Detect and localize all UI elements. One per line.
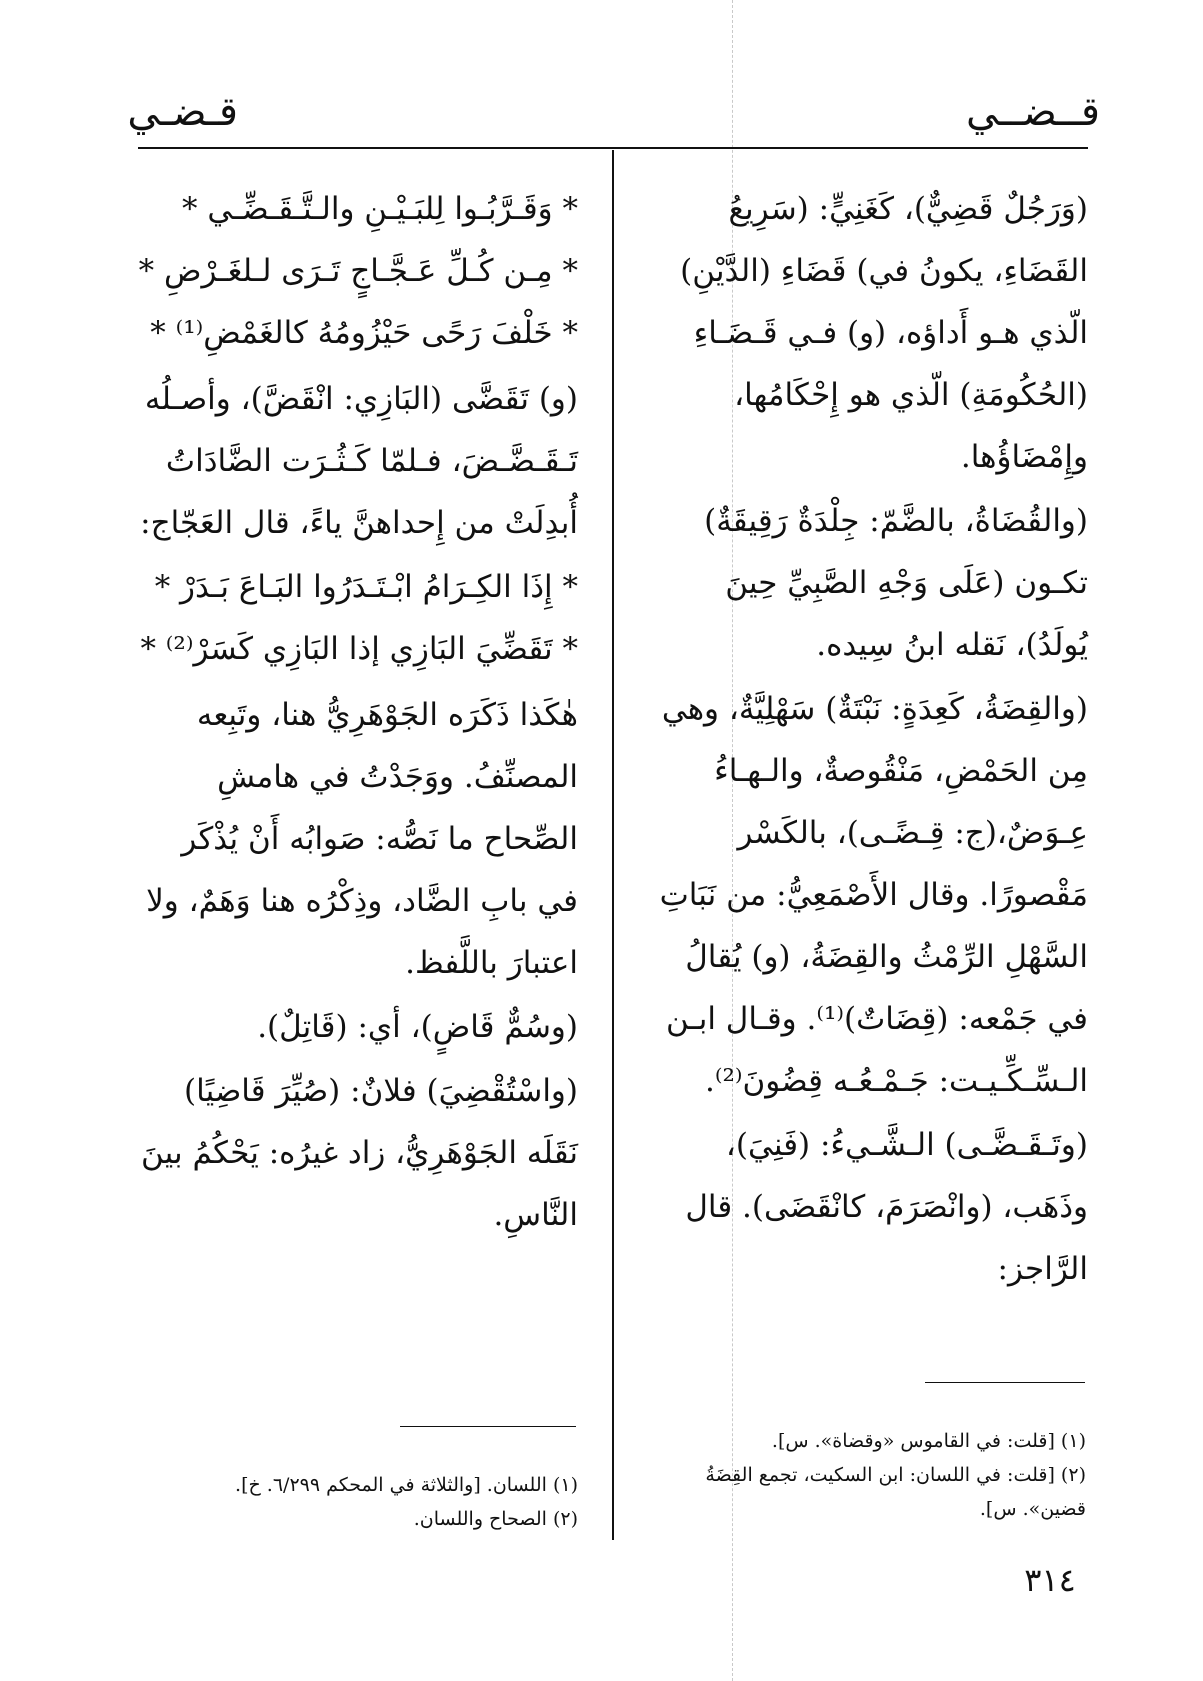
footnotes-right [652,1424,1086,1526]
footnote-rule-left [400,1426,576,1427]
footnote: (٢) الصحاح واللسان. [413,1508,578,1530]
entry-paragraph: (وتَـقَـضَّـى) الـشَّـيءُ: (فَنِيَ)، وذَهَب، (وانْصَرَمَ، كانْقَضَى). قال الرَّاجز: [685,1127,1088,1287]
entry-paragraph: (وَرَجُلٌ قَضِيٌّ)، كَغَنِيٍّ: (سَرِيعُ القَضَاءِ، يكونُ في) قَضَاءِ (الدَّيْنِ) الّذي هـو أَداؤه، (و) فـي قَـضَـاءِ (الحُكُومَةِ) الّذي هو إِحْكَامُها، وإِمْضَاؤُها. [680,191,1088,475]
footnote-rule-right [925,1382,1085,1383]
running-header-right: قــضــي [965,89,1100,135]
page-number: ٣١٤ [1024,1561,1076,1599]
poem-verse: * تَقَضِّيَ البَازِي إذا البَازِي كَسَرْ⁽²⁾ * [140,631,578,667]
entry-paragraph: (واسْتُقْضِيَ) فلانٌ: (صُيِّرَ قَاضِيًا) نَقَلَه الجَوْهَرِيُّ، زاد غيرُه: يَحْكُمُ بينَ النَّاسِ. [141,1073,578,1233]
entry-paragraph: (والقُضَاةُ، بالضَّمّ: جِلْدَةٌ رَقِيقَةٌ) تكـون (عَلَى وَجْهِ الصَّبِيِّ حِينَ يُولَدُ)، نَقله ابنُ سِيده. [704,503,1088,663]
entry-paragraph: (والقِضَةُ، كَعِدَةٍ: نَبْتَةٌ) سَهْلِيَّةٌ، وهي مِن الحَمْضِ، مَنْقُوصةٌ، والـهـاءُ عِـوَضٌ،(ج: قِـضًـى)، بالكَسْر مَقْصورًا. وقال الأَصْمَعِيُّ: من نَبَاتِ السَّهْلِ الرِّمْثُ والقِضَةُ، (و) يُقالُ في جَمْعه: (قِضَاتٌ)⁽¹⁾. وقـال ابـن الـسِّـكِّـيـت: جَـمْـعُـه قِضُونَ⁽²⁾. [659,691,1088,1099]
column-separator [612,150,614,1540]
footnote: (١) اللسان. [والثلاثة في المحكم ٦/٢٩٩. خ]. [235,1474,578,1496]
footnote: (١) [قلت: في القاموس «وقضاة». س]. [771,1430,1086,1452]
entry-paragraph: (و) تَقَضَّى (البَازِي: انْقَضَّ)، وأصـلُه تَـقَـضَّـضَ، فـلمّا كَـثُـرَت الضَّادَاتُ أُبدِلَتْ من إِحداهنَّ ياءً، قال العَجّاج: [140,381,578,541]
entry-paragraph: هٰكَذا ذَكَرَه الجَوْهَرِيُّ هنا، وتَبِعه المصنِّفُ. ووَجَدْتُ في هامشِ الصِّحاح ما نَصُّه: صَوابُه أَنْ يُذْكَر في بابِ الضَّاد، وذِكْرُه هنا وَهَمٌ، ولا اعتبارَ باللَّفظ. [146,697,578,981]
footnotes-left [138,1468,578,1536]
footnote: (٢) [قلت: في اللسان: ابن السكيت، تجمع القِضَةُ قضين». س]. [705,1464,1086,1520]
poem-verse: * وَقَـرَّبُـوا لِلبَـيْـنِ والـتَّـقَـضِّـي * [181,191,578,227]
right-column [652,178,1088,1302]
running-header-left: قـضـي [127,89,238,135]
left-column [138,178,578,1248]
poem-verse: * إِذَا الكِـرَامُ ابْـتَـدَرُوا البَـاعَ بَـدَرْ * [154,569,578,605]
poem-verse: * مِـن كُـلِّ عَـجَّـاجٍ تَـرَى لـلغَـرْضِ * [138,253,578,289]
poem-verse: * خَلْفَ رَحًى حَيْزُومُهُ كالغَمْضِ⁽¹⁾ * [150,315,578,351]
entry-paragraph: (وسُمٌّ قَاضٍ)، أي: (قَاتِلٌ). [257,1009,578,1045]
header-rule [138,147,1088,149]
